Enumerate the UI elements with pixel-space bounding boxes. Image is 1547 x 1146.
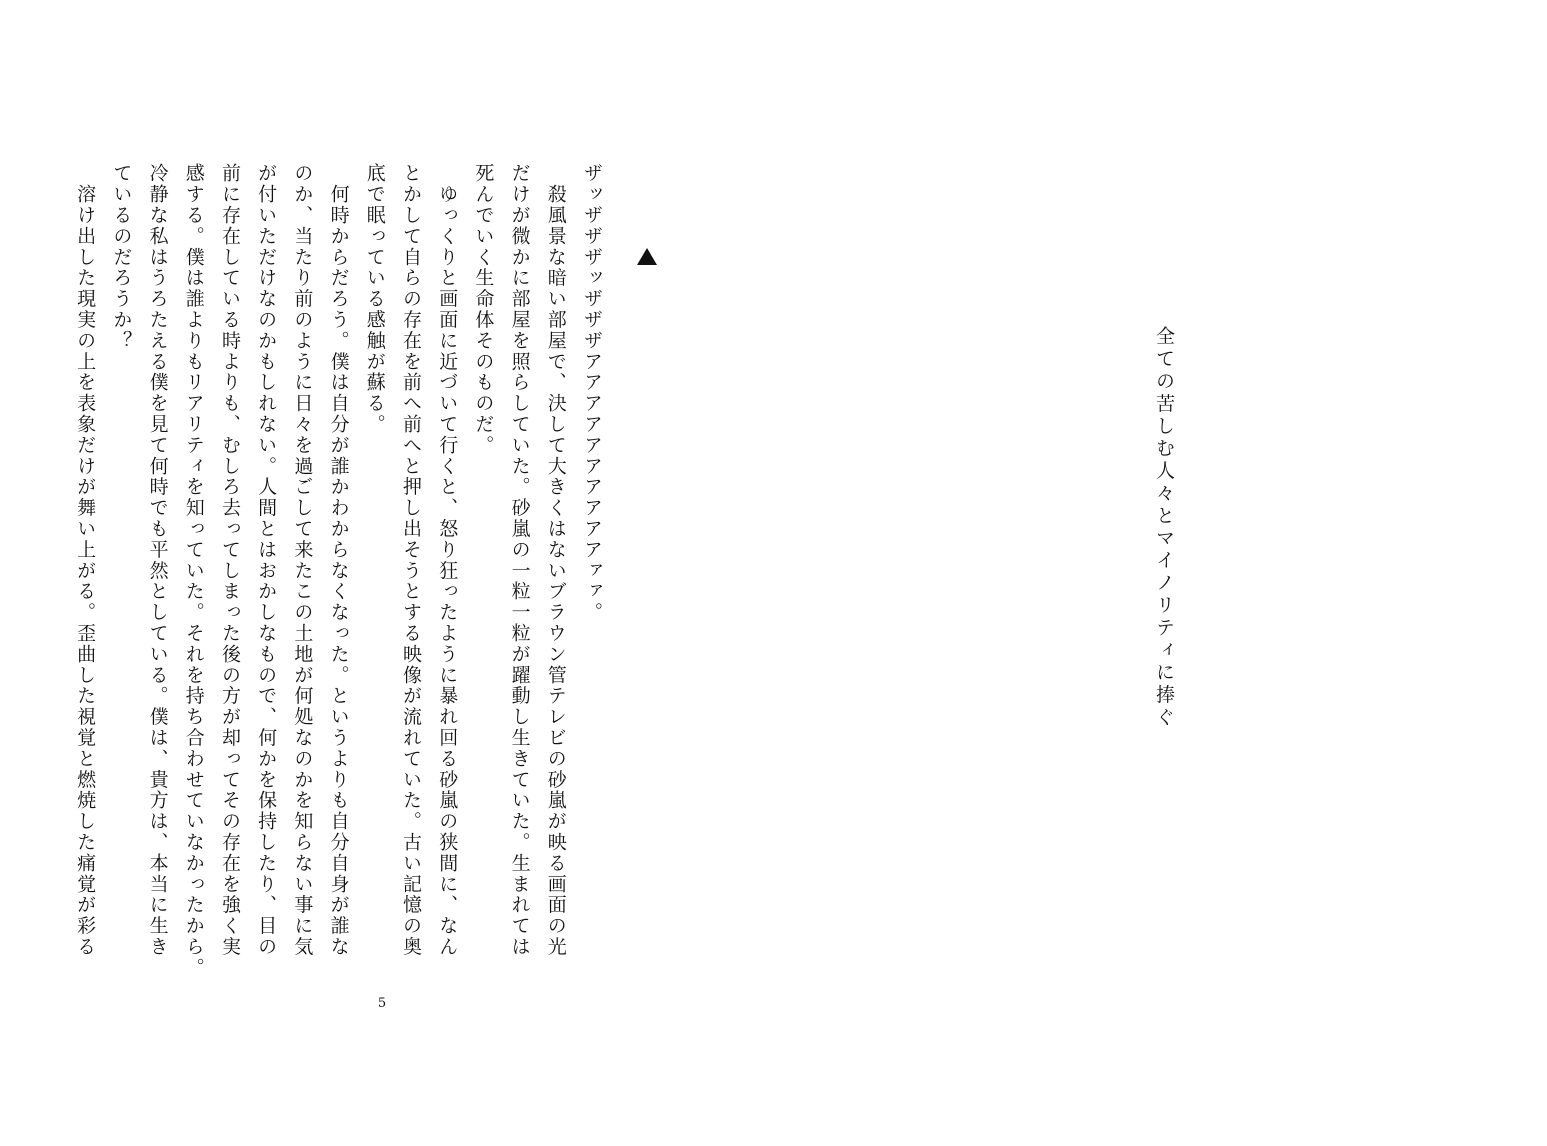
left-page bbox=[0, 0, 773, 1146]
section-marker-triangle-icon bbox=[637, 248, 657, 265]
text-line: 底で眠っている感触が蘇る。 bbox=[363, 163, 386, 435]
text-line: が付いただけなのかもしれない。人間とはおかしなもので、何かを保持したり、目の bbox=[255, 163, 278, 958]
text-line: ゆっくりと画面に近づいて行くと、怒り狂ったように暴れ回る砂嵐の狭間に、なん bbox=[436, 163, 459, 958]
text-line: 何時からだろう。僕は自分が誰かわからなくなった。というよりも自分自身が誰な bbox=[327, 163, 350, 958]
text-line: とかして自らの存在を前へ前へと押し出そうとする映像が流れていた。古い記憶の奥 bbox=[399, 163, 422, 958]
text-line: 冷静な私はうろたえる僕を見て何時でも平然としている。僕は、貴方は、本当に生き bbox=[146, 163, 169, 958]
text-line: 前に存在している時よりも、むしろ去ってしまった後の方が却ってその存在を強く実 bbox=[218, 163, 241, 958]
text-line: 死んでいく生命体そのものだ。 bbox=[472, 163, 495, 456]
text-line: 殺風景な暗い部屋で、決して大きくはないブラウン管テレビの砂嵐が映る画面の光 bbox=[544, 163, 567, 958]
text-line: だけが微かに部屋を照らしていた。砂嵐の一粒一粒が躍動し生きていた。生まれては bbox=[508, 163, 531, 958]
text-line: のか、当たり前のように日々を過ごして来たこの土地が何処なのかを知らない事に気 bbox=[291, 163, 314, 958]
page-number: 5 bbox=[377, 996, 387, 1011]
text-line: 感する。僕は誰よりもリアリティを知っていた。それを持ち合わせていなかったから。 bbox=[182, 163, 205, 979]
body-text bbox=[74, 163, 610, 979]
text-line: ザッザザザッザザザアアアアアアアアアアァァ。 bbox=[581, 163, 603, 623]
text-line: ているのだろうか？ bbox=[110, 163, 133, 352]
text-line: 溶け出した現実の上を表象だけが舞い上がる。歪曲した視覚と燃焼した痛覚が彩る bbox=[74, 163, 97, 958]
dedication: 全ての苦しむ人々とマイノリティに捧ぐ bbox=[1153, 326, 1175, 730]
